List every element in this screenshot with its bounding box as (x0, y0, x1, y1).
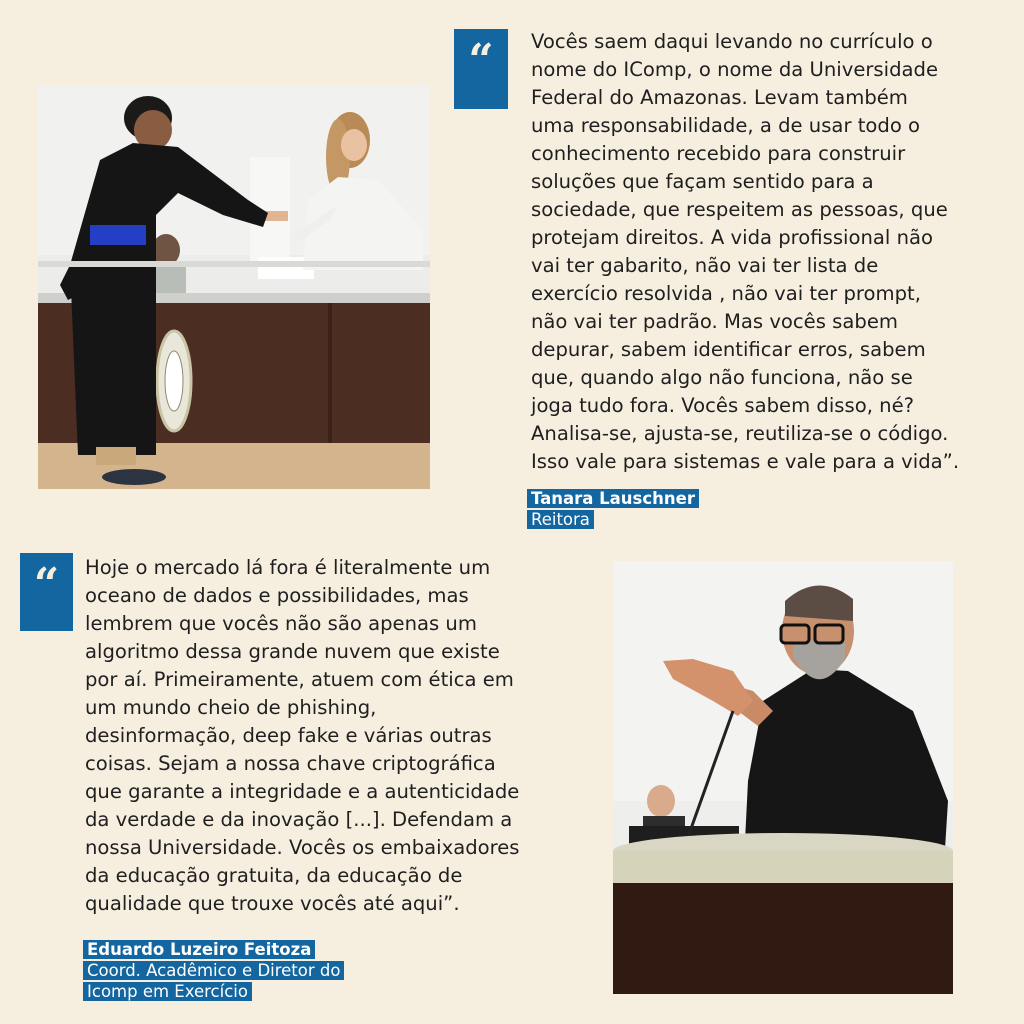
quote-line: Isso vale para sistemas e vale para a vida”. (531, 450, 960, 473)
quote-line: exercício resolvida , não vai ter prompt, (531, 282, 921, 305)
quote-line: uma responsabilidade, a de usar todo o (531, 114, 921, 137)
quote-line: Federal do Amazonas. Levam também (531, 86, 908, 109)
quote-line: não vai ter padrão. Mas vocês sabem (531, 310, 898, 333)
quote-line: nossa Universidade. Vocês os embaixadores (85, 836, 520, 859)
quote-line: qualidade que trouxe vocês até aqui”. (85, 892, 460, 915)
author-role-rector: Reitora (527, 510, 594, 529)
quote-text-director (85, 554, 585, 918)
quote-line: algoritmo dessa grande nuvem que existe (85, 640, 500, 663)
author-name-director: Eduardo Luzeiro Feitoza (83, 940, 315, 959)
quote-line: desinformação, deep fake e várias outras (85, 724, 492, 747)
quote-line: coisas. Sejam a nossa chave criptográfica (85, 752, 496, 775)
quote-line: Hoje o mercado lá fora é literalmente um (85, 556, 491, 579)
quote-line: vai ter gabarito, não vai ter lista de (531, 254, 879, 277)
quote-line: da verdade e da inovação [...]. Defendam a (85, 808, 513, 831)
quote-line: oceano de dados e possibilidades, mas (85, 584, 469, 607)
speaker-podium-photo (613, 561, 953, 994)
quote-line: que garante a integridade e a autenticidade (85, 780, 520, 803)
quote-line: Vocês saem daqui levando no currículo o (531, 30, 933, 53)
author-role-director-line1: Coord. Acadêmico e Diretor do (83, 961, 344, 980)
author-role-director-line2: Icomp em Exercício (83, 982, 252, 1001)
quote-line: sociedade, que respeitem as pessoas, que (531, 198, 948, 221)
quote-line: conhecimento recebido para construir (531, 142, 906, 165)
quote-mark-icon: “ (454, 29, 508, 109)
quote-line: lembrem que vocês não são apenas um (85, 612, 477, 635)
quote-text-rector (531, 28, 1001, 476)
quote-line: um mundo cheio de phishing, (85, 696, 377, 719)
author-name-rector: Tanara Lauschner (527, 489, 699, 508)
quote-line: que, quando algo não funciona, não se (531, 366, 913, 389)
quote-line: soluções que façam sentido para a (531, 170, 874, 193)
quote-line: protejam direitos. A vida profissional não (531, 226, 933, 249)
ceremony-photo-handshake (38, 85, 430, 489)
quote-mark-icon: “ (20, 553, 73, 631)
quote-line: Analisa-se, ajusta-se, reutiliza-se o código. (531, 422, 949, 445)
quote-line: da educação gratuita, da educação de (85, 864, 463, 887)
quote-line: por aí. Primeiramente, atuem com ética em (85, 668, 514, 691)
quote-line: depurar, sabem identificar erros, sabem (531, 338, 926, 361)
quote-line: joga tudo fora. Vocês sabem disso, né? (531, 394, 915, 417)
quote-line: nome do IComp, o nome da Universidade (531, 58, 939, 81)
